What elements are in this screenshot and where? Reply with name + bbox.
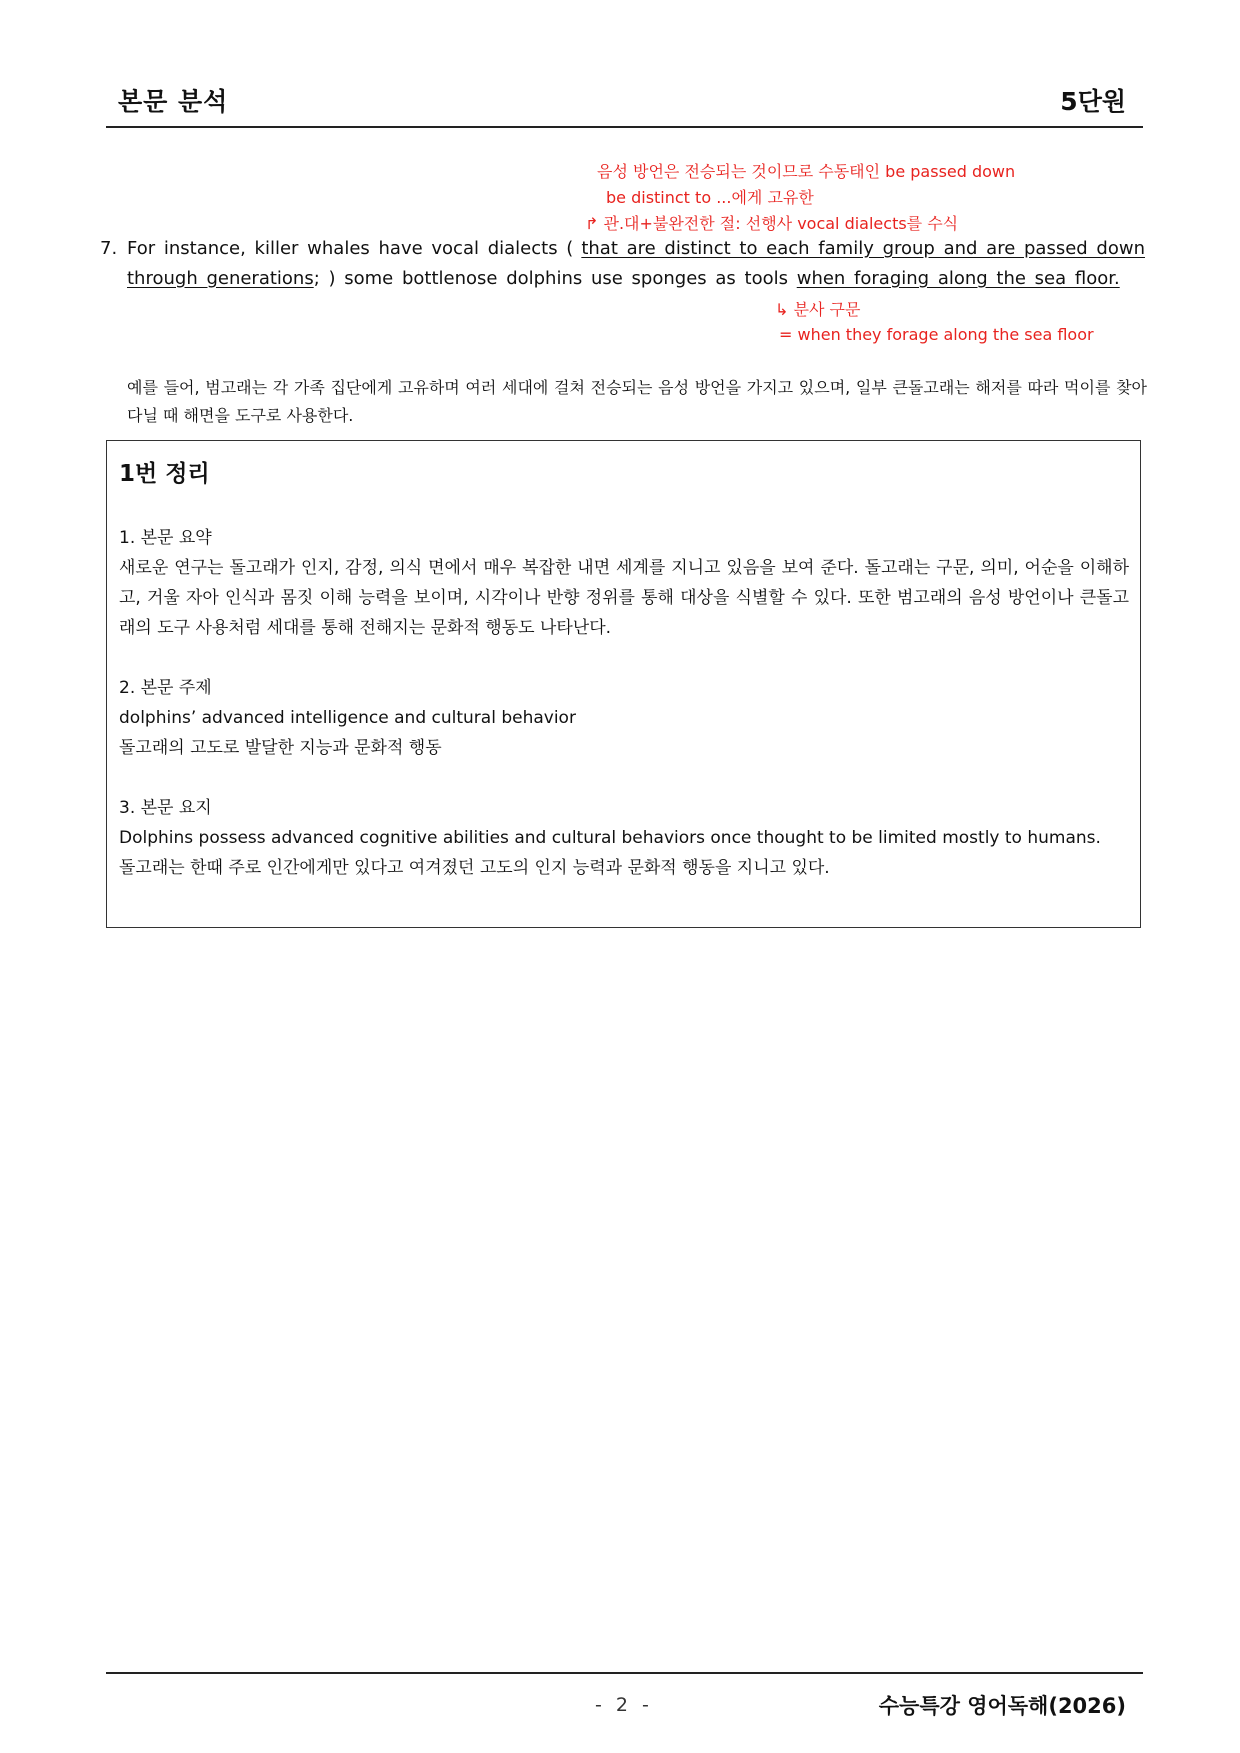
translation: 예를 들어, 범고래는 각 가족 집단에게 고유하며 여러 세대에 걸쳐 전승되는 음성 방언을 가지고 있으며, 일부 큰돌고래는 해저를 따라 먹이를 찾아다닐 때 해면을 도구로 사용한다. xyxy=(127,378,1147,425)
section-topic-kr: 돌고래의 고도로 발달한 지능과 문화적 행동 xyxy=(119,738,442,758)
sentence-part-1: For instance, killer whales have vocal dialects ( xyxy=(127,238,574,259)
sentence-line-2 xyxy=(127,268,1120,289)
summary-body xyxy=(119,523,1129,883)
sentence-relative-clause-end: through generations xyxy=(127,268,314,289)
book-title: 수능특강 영어독해(2026) xyxy=(878,1694,1126,1718)
sentence-part-4: ; ) some bottlenose dolphins use sponges as tools xyxy=(313,268,788,289)
page-title: 본문 분석 xyxy=(118,87,229,116)
sentence-number: 7. xyxy=(100,238,118,259)
annotation-distinct: be distinct to ...에게 고유한 xyxy=(606,188,814,207)
unit-label: 5단원 xyxy=(1060,87,1126,116)
section-topic-heading: 2. 본문 주제 xyxy=(119,678,212,698)
section-gist-heading: 3. 본문 요지 xyxy=(119,798,212,818)
page-number: - 2 - xyxy=(595,1694,653,1716)
annotation-when: = when they forage along the sea floor xyxy=(779,325,1094,344)
section-summary-text: 새로운 연구는 돌고래가 인지, 감정, 의식 면에서 매우 복잡한 내면 세계를 지니고 있음을 보여 준다. 돌고래는 구문, 의미, 어순을 이해하고, 거울 자아 인식과 몸짓 이해 능력을 보이며, 시각이나 반향 정위를 통해 대상을 식별할 수 있다. 또한 범고래의 음성 방언이나 큰돌고래의 도구 사용처럼 세대를 통해 전해지는 문화적 행동도 나타난다. xyxy=(119,558,1129,638)
summary-box xyxy=(106,440,1141,928)
sentence-relative-clause: that are distinct to each family group and are passed down xyxy=(581,238,1145,259)
section-gist-kr: 돌고래는 한때 주로 인간에게만 있다고 여겨졌던 고도의 인지 능력과 문화적 행동을 지니고 있다. xyxy=(119,858,830,878)
annotation-relative: ↱ 관.대+불완전한 절: 선행사 vocal dialects를 수식 xyxy=(585,214,959,233)
annotation-participle: ↳ 분사 구문 xyxy=(775,300,861,319)
header-divider xyxy=(106,126,1143,128)
section-gist-en: Dolphins possess advanced cognitive abilities and cultural behaviors once thought to be limited mostly to humans. xyxy=(119,828,1101,848)
section-topic-en: dolphins’ advanced intelligence and cultural behavior xyxy=(119,708,576,728)
annotation-passive: 음성 방언은 전승되는 것이므로 수동태인 be passed down xyxy=(597,162,1016,181)
sentence-line-1 xyxy=(127,238,1145,259)
summary-title: 1번 정리 xyxy=(119,461,210,487)
sentence-participle-phrase: when foraging along the sea floor. xyxy=(796,268,1120,289)
footer-divider xyxy=(106,1672,1143,1674)
section-summary-heading: 1. 본문 요약 xyxy=(119,528,212,548)
